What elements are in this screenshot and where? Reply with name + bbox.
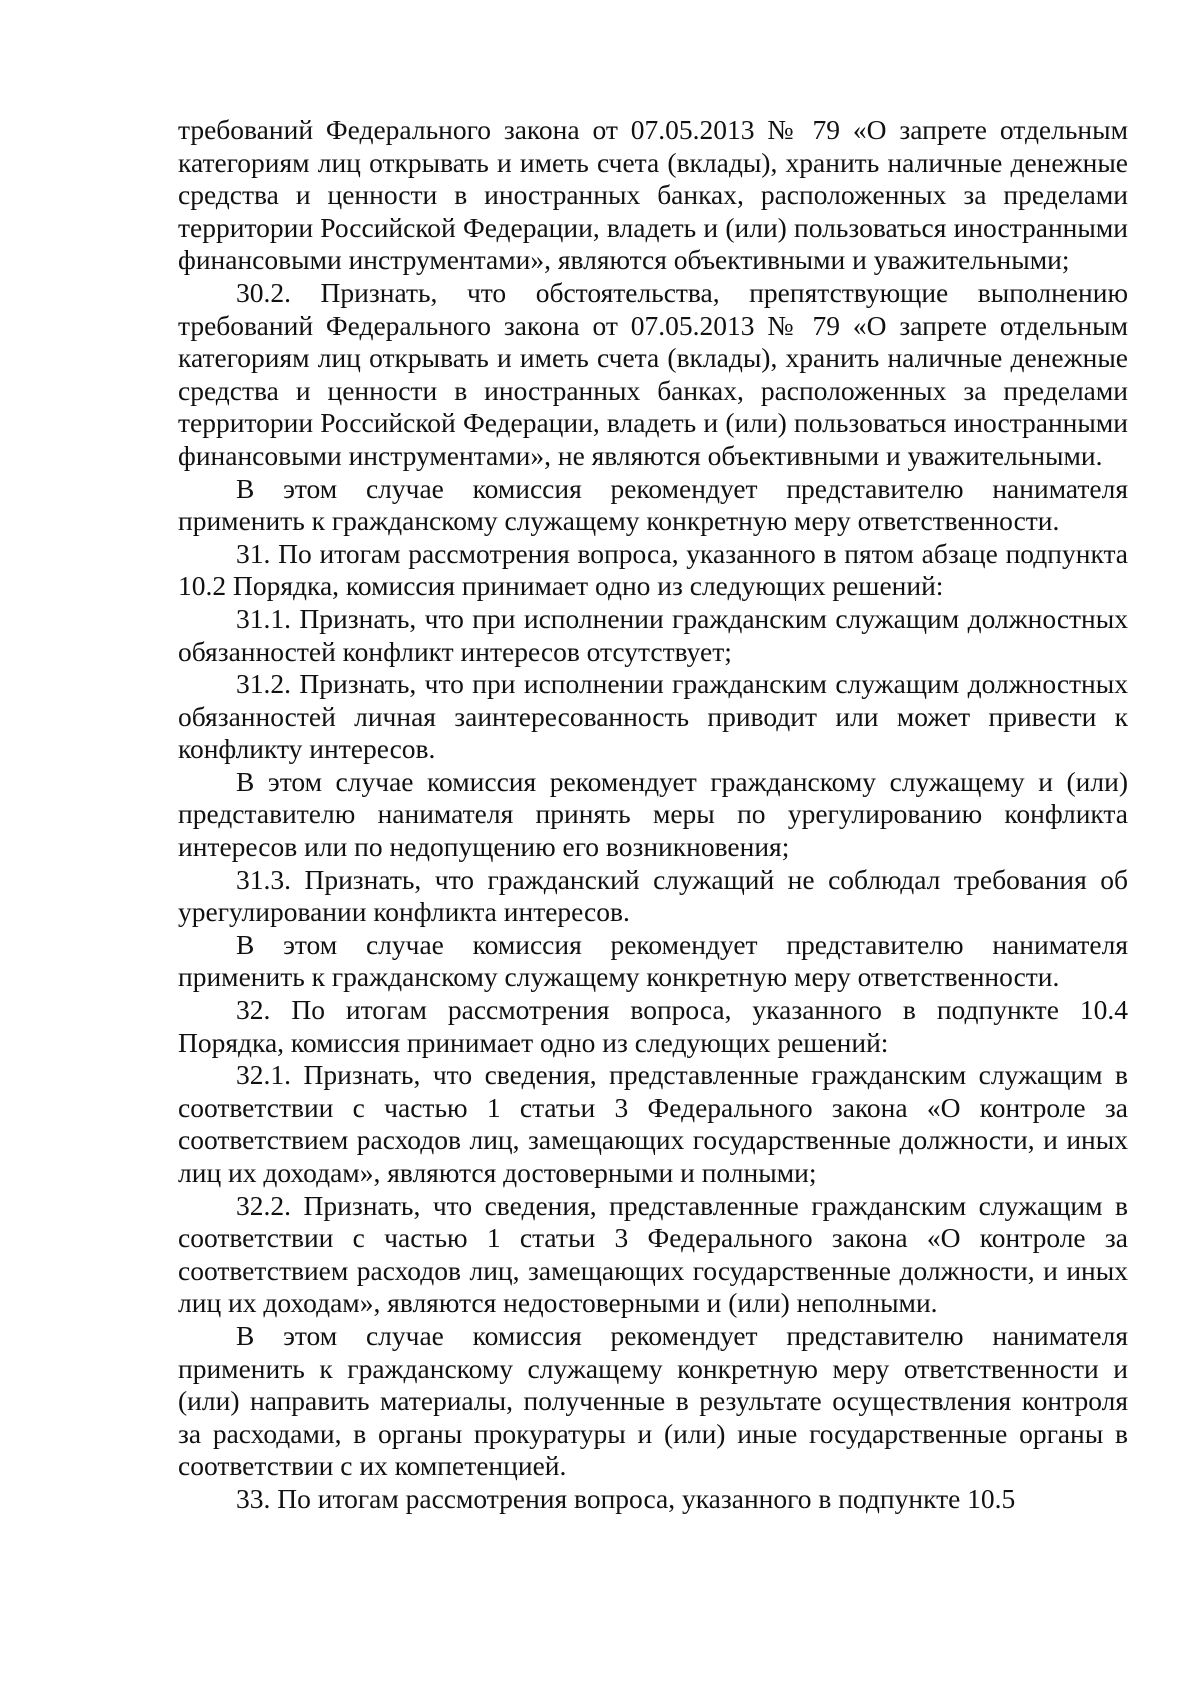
paragraph-30-2: 30.2. Признать, что обстоятельства, препятствующие выполнению требований Федерального закона от 07.05.2013 № 79 «О запрете отдельным категориям лиц открывать и иметь счета (вклады), хранить наличные денежные средства и ценности в иностранных банках, расположенных за пределами территории Российской Федерации, владеть и (или) пользоваться иностранными финансовыми инструментами», не являются объективными и уважительными. — [178, 276, 1128, 471]
paragraph-33: 33. По итогам рассмотрения вопроса, указанного в подпункте 10.5 — [236, 1482, 1016, 1514]
paragraph-31: 31. По итогам рассмотрения вопроса, указанного в пятом абзаце подпункта 10.2 Порядка, комиссия принимает одно из следующих решений: — [178, 537, 1128, 602]
paragraph-32-2: 32.2. Признать, что сведения, представленные гражданским служащим в соответствии с частью 1 статьи 3 Федерального закона «О контроле за соответствием расходов лиц, замещающих государственные должности, и иных лиц их доходам», являются недостоверными и (или) неполными. — [178, 1189, 1128, 1319]
paragraph-31-2: 31.2. Признать, что при исполнении гражданским служащим должностных обязанностей личная заинтересованность приводит или может привести к конфликту интересов. — [178, 668, 1128, 765]
paragraph-31-3-recommendation: В этом случае комиссия рекомендует представителю нанимателя применить к гражданскому служащему конкретную меру ответственности. — [178, 928, 1128, 993]
paragraph-32-1: 32.1. Признать, что сведения, представленные гражданским служащим в соответствии с частью 1 статьи 3 Федерального закона «О контроле за соответствием расходов лиц, замещающих государственные должности, и иных лиц их доходам», являются достоверными и полными; — [178, 1059, 1128, 1188]
paragraph-32: 32. По итогам рассмотрения вопроса, указанного в подпункте 10.4 Порядка, комиссия принимает одно из следующих решений: — [178, 994, 1128, 1058]
paragraph-31-3: 31.3. Признать, что гражданский служащий не соблюдал требования об урегулировании конфликта интересов. — [178, 863, 1128, 928]
paragraph-30-2-recommendation: В этом случае комиссия рекомендует представителю нанимателя применить к гражданскому служащему конкретную меру ответственности. — [178, 472, 1128, 537]
document-body — [178, 114, 1128, 1516]
paragraph-continuation-30-1: требований Федерального закона от 07.05.2013 № 79 «О запрете отдельным категориям лиц открывать и иметь счета (вклады), хранить наличные денежные средства и ценности в иностранных банках, расположенных за пределами территории Российской Федерации, владеть и (или) пользоваться иностранными финансовыми инструментами», являются объективными и уважительными; — [178, 114, 1128, 276]
paragraph-31-1: 31.1. Признать, что при исполнении гражданским служащим должностных обязанностей конфликт интересов отсутствует; — [178, 602, 1128, 667]
paragraph-32-2-recommendation: В этом случае комиссия рекомендует представителю нанимателя применить к гражданскому служащему конкретную меру ответственности и (или) направить материалы, полученные в результате осуществления контроля за расходами, в органы прокуратуры и (или) иные государственные органы в соответствии с их компетенцией. — [178, 1319, 1128, 1482]
paragraph-31-2-recommendation: В этом случае комиссия рекомендует гражданскому служащему и (или) представителю нанимателя принять меры по урегулированию конфликта интересов или по недопущению его возникновения; — [178, 765, 1128, 863]
